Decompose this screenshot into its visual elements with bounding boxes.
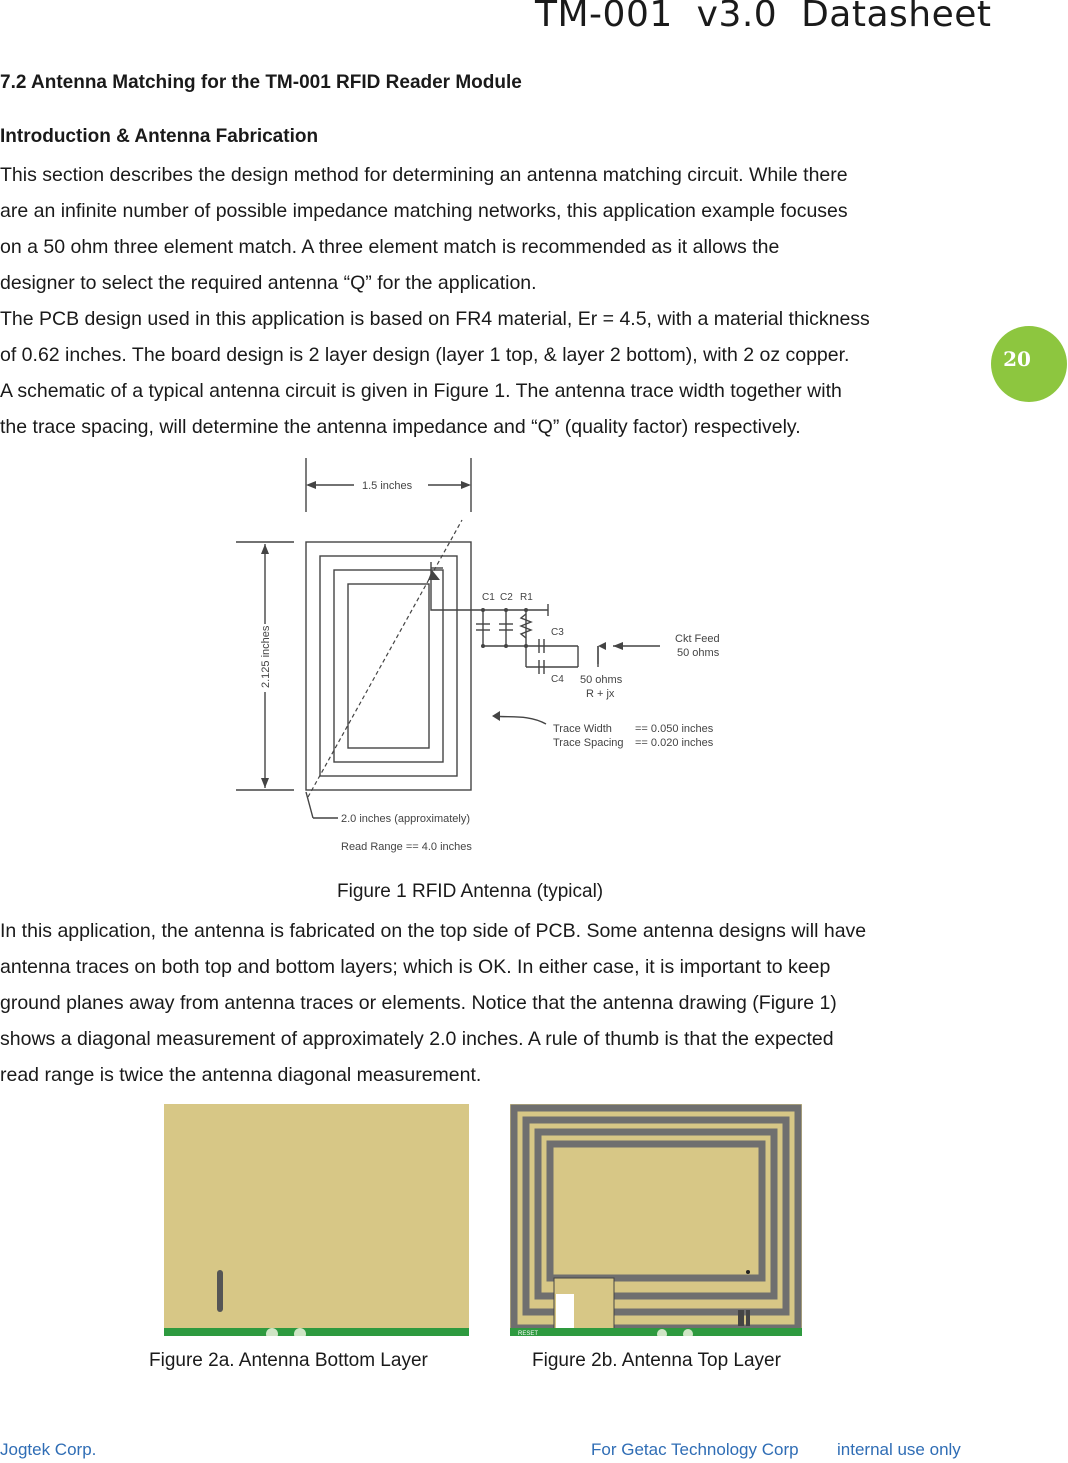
diagonal-label: 2.0 inches (approximately) (341, 813, 471, 825)
silkscreen-reset: RESET (518, 1331, 539, 1336)
document-title: TM-001 v3.0 Datasheet (535, 0, 992, 35)
text-line: are an infinite number of possible impedance matching networks, this application example focuses (0, 200, 848, 222)
trace-spacing-value: == 0.020 inches (635, 737, 714, 749)
impedance-complex-label: R + jx (586, 688, 615, 700)
impedance-label: 50 ohms (580, 674, 623, 686)
text-line: ground planes away from antenna traces or elements. Notice that the antenna drawing (Figure 1) (0, 992, 837, 1014)
figure2b-caption: Figure 2b. Antenna Top Layer (532, 1350, 781, 1371)
text-line: shows a diagonal measurement of approximately 2.0 inches. A rule of thumb is that the expected (0, 1028, 834, 1050)
text-line: antenna traces on both top and bottom layers; which is OK. In either case, it is important to keep (0, 956, 831, 978)
text-line: The PCB design used in this application is based on FR4 material, Er = 4.5, with a material thickness (0, 308, 870, 330)
height-label: 2.125 inches (260, 625, 272, 688)
width-label: 1.5 inches (362, 480, 413, 492)
read-range-label: Read Range == 4.0 inches (341, 841, 472, 853)
text-line: of 0.62 inches. The board design is 2 layer design (layer 1 top, & layer 2 bottom), with 2 oz copper. (0, 344, 850, 366)
r1-label: R1 (520, 592, 533, 603)
text-line: This section describes the design method for determining an antenna matching circuit. While there (0, 164, 848, 186)
antenna-top-layer-image (510, 1104, 802, 1336)
paragraph-intro (0, 157, 980, 301)
footer-company: Jogtek Corp. (0, 1440, 97, 1459)
c3-label: C3 (551, 627, 564, 638)
trace-spacing-label: Trace Spacing (553, 737, 624, 749)
page-number-badge: 20 (991, 326, 1067, 402)
ckt-feed-ohms-label: 50 ohms (677, 647, 720, 659)
text-line: the trace spacing, will determine the antenna impedance and “Q” (quality factor) respectively. (0, 416, 801, 438)
c2-label: C2 (500, 592, 513, 603)
text-line: designer to select the required antenna “Q” for the application. (0, 272, 537, 294)
c1-label: C1 (482, 592, 495, 603)
figure1-caption: Figure 1 RFID Antenna (typical) (337, 881, 604, 902)
paragraph-pcb (0, 301, 980, 445)
antenna-schematic-figure (228, 452, 738, 862)
text-line: read range is twice the antenna diagonal measurement. (0, 1064, 482, 1086)
text-line: on a 50 ohm three element match. A three element match is recommended as it allows the (0, 236, 780, 258)
text-line: A schematic of a typical antenna circuit is given in Figure 1. The antenna trace width together with (0, 380, 842, 402)
footer-for: For Getac Technology Corp (591, 1440, 799, 1459)
ckt-feed-label: Ckt Feed (675, 633, 720, 645)
trace-width-value: == 0.050 inches (635, 723, 714, 735)
trace-width-label: Trace Width (553, 723, 612, 735)
subsection-heading: Introduction & Antenna Fabrication (0, 126, 319, 147)
c4-label: C4 (551, 674, 564, 685)
section-heading: 7.2 Antenna Matching for the TM-001 RFID Reader Module (0, 72, 522, 93)
footer-note: internal use only (837, 1440, 961, 1459)
paragraph-fabrication (0, 913, 980, 1093)
figure2a-caption: Figure 2a. Antenna Bottom Layer (149, 1350, 428, 1371)
text-line: In this application, the antenna is fabricated on the top side of PCB. Some antenna designs will have (0, 920, 867, 942)
antenna-bottom-layer-image (164, 1104, 469, 1336)
